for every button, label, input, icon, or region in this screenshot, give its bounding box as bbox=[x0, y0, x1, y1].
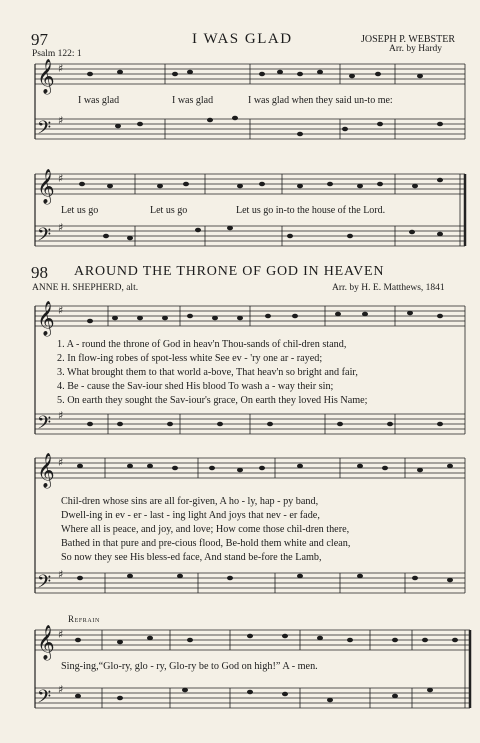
hymn-97-scripture: Psalm 122: 1 bbox=[32, 49, 82, 59]
refrain-lyrics: Sing-ing,“Glo-ry, glo - ry, Glo-ry be to God on high!” A - men. bbox=[61, 661, 318, 672]
hymn-97-lyric-2c: Let us go in-to the house of the Lord. bbox=[236, 205, 386, 216]
hymn-98-verse-4-part2: Bathed in that pure and pre-cious flood, Be-hold them white and clean, bbox=[61, 538, 351, 549]
sharp-icon: ♯ bbox=[58, 628, 64, 641]
hymn-97-lyric-2a: Let us go bbox=[61, 205, 99, 216]
sharp-icon: ♯ bbox=[58, 62, 64, 75]
treble-clef-icon: 𝄞 bbox=[37, 625, 55, 660]
bass-clef-icon: 𝄢 bbox=[37, 687, 52, 712]
hymn-98-refrain-treble-staff bbox=[35, 630, 470, 650]
hymn-97-title: I WAS GLAD bbox=[192, 31, 293, 47]
hymn-97-system2-treble-staff bbox=[35, 174, 465, 194]
hymn-97-number: 97 bbox=[31, 30, 48, 49]
sharp-icon: ♯ bbox=[58, 114, 64, 127]
hymn-97-lyric-1c: I was glad when they said un-to me: bbox=[248, 95, 393, 106]
hymn-97-lyric-1a: I was glad bbox=[78, 95, 120, 106]
hymn-98-system2-bass-staff bbox=[35, 573, 465, 593]
hymn-98-title: AROUND THE THRONE OF GOD IN HEAVEN bbox=[74, 264, 385, 279]
hymn-98-verse-5-part1: 5. On earth they sought the Sav-iour's grace, On earth they loved His Name; bbox=[57, 395, 368, 406]
hymn-97-lyric-1b: I was glad bbox=[172, 95, 214, 106]
hymn-98-verse-4-part1: 4. Be - cause the Sav-iour shed His blood To wash a - way their sin; bbox=[57, 381, 334, 392]
sharp-icon: ♯ bbox=[58, 568, 64, 581]
hymn-97-arranger: Arr. by Hardy bbox=[389, 44, 443, 54]
treble-clef-icon: 𝄞 bbox=[37, 301, 55, 336]
hymn-98-number: 98 bbox=[31, 263, 48, 282]
treble-clef-icon: 𝄞 bbox=[37, 59, 55, 94]
hymn-97-composer: JOSEPH P. WEBSTER bbox=[361, 34, 456, 45]
treble-clef-icon: 𝄞 bbox=[37, 453, 55, 488]
hymn-98-verse-1-part1: 1. A - round the throne of God in heav'n Thou-sands of chil-dren stand, bbox=[57, 339, 347, 350]
sharp-icon: ♯ bbox=[58, 221, 64, 234]
hymn-98-verse-5-part2: So now they see His bless-ed face, And stand be-fore the Lamb, bbox=[61, 552, 322, 563]
sharp-icon: ♯ bbox=[58, 409, 64, 422]
sharp-icon: ♯ bbox=[58, 456, 64, 469]
hymn-98-verse-2-part1: 2. In flow-ing robes of spot-less white See ev - 'ry one ar - rayed; bbox=[57, 353, 323, 364]
hymn-98-verse-2-part2: Dwell-ing in ev - er - last - ing light And joys that nev - er fade, bbox=[61, 510, 320, 521]
hymn-98-arranger: Arr. by H. E. Matthews, 1841 bbox=[332, 283, 445, 293]
refrain-label: Refrain bbox=[68, 614, 100, 624]
bass-clef-icon: 𝄢 bbox=[37, 413, 52, 438]
hymn-98-verse-3-part2: Where all is peace, and joy, and love; How come those chil-dren there, bbox=[61, 524, 350, 535]
hymn-98-author: ANNE H. SHEPHERD, alt. bbox=[32, 283, 139, 293]
sharp-icon: ♯ bbox=[58, 683, 64, 696]
bass-clef-icon: 𝄢 bbox=[37, 572, 52, 597]
hymn-98-verse-3-part1: 3. What brought them to that world a-bove, That heav'n so bright and fair, bbox=[57, 367, 358, 378]
bass-clef-icon: 𝄢 bbox=[37, 118, 52, 143]
treble-clef-icon: 𝄞 bbox=[37, 169, 55, 204]
hymn-98-system2-treble-staff bbox=[35, 458, 465, 478]
hymn-97-lyric-2b: Let us go bbox=[150, 205, 188, 216]
hymn-98-verse-1-part2: Chil-dren whose sins are all for-given, A ho - ly, hap - py band, bbox=[61, 496, 319, 507]
sharp-icon: ♯ bbox=[58, 172, 64, 185]
sharp-icon: ♯ bbox=[58, 304, 64, 317]
hymn-97-system2-bass-staff bbox=[35, 226, 465, 246]
bass-clef-icon: 𝄢 bbox=[37, 225, 52, 250]
